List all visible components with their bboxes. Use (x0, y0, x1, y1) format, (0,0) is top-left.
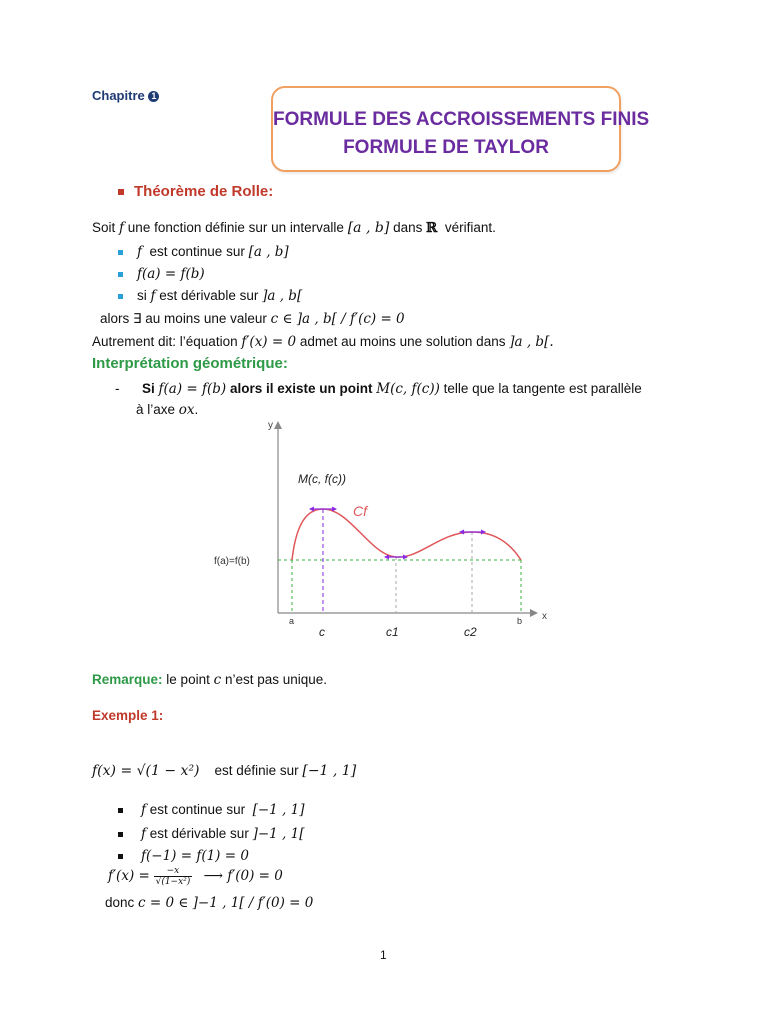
y-axis-label: y (268, 420, 273, 431)
rolle-heading (118, 183, 273, 200)
exemple-definition (92, 763, 356, 779)
intro-prefix: Soit (92, 220, 116, 235)
b1-f: f (141, 802, 146, 818)
b2-text: est dérivable sur (149, 826, 249, 841)
chapter-text: Chapitre (92, 88, 145, 103)
condition-3 (118, 288, 302, 304)
deriv-rhs: ⟶ f′(0) = 0 (203, 868, 283, 885)
autrement-mid: admet au moins une solution dans (299, 334, 506, 349)
remarque-end: n’est pas unique. (224, 672, 328, 687)
line2-math: ox (178, 402, 195, 418)
tangent-c-right-arrow-icon (332, 507, 337, 512)
chapter-number-badge: 1 (148, 91, 159, 102)
intro-dans: dans (393, 220, 423, 235)
intro-suffix: vérifiant. (444, 220, 496, 235)
donc-prefix: donc (105, 895, 135, 910)
b1-text: est continue sur (149, 802, 246, 817)
exemple-bullet-3 (118, 848, 249, 864)
curve-label: Cf (353, 503, 367, 519)
b2-f: f (141, 826, 146, 842)
cond1-f: f (137, 244, 142, 260)
def-math: f(x) = √(1 − x²) (92, 763, 200, 779)
a-label: a (289, 616, 295, 626)
exemple-bullet-2 (118, 826, 305, 842)
c2-label: c2 (464, 625, 477, 639)
intro-interval: [a , b] (347, 220, 390, 236)
interpretation-line-1 (115, 381, 642, 397)
def-interval: [−1 , 1] (302, 763, 357, 779)
c-label: c (319, 625, 325, 639)
line1-math: f(a) = f(b) (158, 381, 227, 397)
cond2-math: f(a) = f(b) (137, 266, 205, 282)
cond3-si: si (137, 288, 147, 303)
square-bullet-icon (118, 294, 123, 299)
deriv-fraction (154, 866, 193, 887)
dash: - (115, 381, 120, 396)
remarque (92, 672, 327, 688)
condition-1 (118, 244, 289, 260)
exemple-bullet-1 (118, 802, 305, 818)
def-text: est définie sur (214, 763, 299, 778)
b2-interval: ]−1 , 1[ (252, 826, 305, 842)
cond3-interval: ]a , b[ (262, 288, 303, 304)
remarque-label: Remarque: (92, 672, 163, 687)
y-axis-arrow-icon (274, 421, 282, 429)
x-axis-label: x (542, 611, 547, 622)
title-line-2: FORMULE DE TAYLOR (343, 137, 549, 158)
line1-end: telle que la tangente est parallèle (443, 381, 642, 396)
line1-mid: alors il existe un point (229, 381, 373, 396)
line1-si: Si (142, 381, 155, 396)
deriv-num: −x (154, 866, 193, 877)
autrement-interval: ]a , b[. (509, 334, 554, 350)
point-label: M(c, f(c)) (298, 472, 346, 486)
interpretation-heading: Interprétation géométrique: (92, 355, 288, 372)
exemple-derivative (108, 866, 283, 887)
line1-point: M(c, f(c)) (376, 381, 440, 397)
deriv-den: √(1−x²) (155, 877, 191, 887)
square-bullet-icon (118, 272, 123, 277)
chapter-label (92, 88, 159, 103)
square-bullet-icon (118, 854, 123, 859)
intro-f: f (119, 220, 125, 236)
exemple-heading: Exemple 1: (92, 708, 164, 723)
b3-math: f(−1) = f(1) = 0 (141, 848, 249, 864)
tangent-c-left-arrow-icon (309, 507, 314, 512)
page-number: 1 (380, 948, 387, 962)
cond3-f: f (150, 288, 156, 304)
title-line-1: FORMULE DES ACCROISSEMENTS FINIS (273, 109, 650, 130)
line2-prefix: à l’axe (136, 402, 176, 417)
cond3-text: est dérivable sur (159, 288, 259, 303)
intro-R: ℝ (426, 220, 438, 236)
conclusion-prefix: alors ∃ au moins une valeur (100, 311, 267, 326)
square-bullet-icon (118, 250, 123, 255)
deriv-lhs: f′(x) = (108, 868, 150, 885)
cond1-text: est continue sur (149, 244, 245, 259)
square-bullet-icon (118, 808, 123, 813)
curve-cf (292, 509, 521, 560)
remarque-prefix: le point (166, 672, 210, 687)
square-bullet-icon (118, 189, 124, 195)
autrement-dit (92, 334, 554, 350)
intro-mid: une fonction définie sur un intervalle (127, 220, 344, 235)
fa-label: f(a)=f(b) (214, 556, 250, 567)
tangent-c1-left-arrow-icon (384, 555, 389, 560)
donc-math: c = 0 ∈ ]−1 , 1[ / f′(0) = 0 (138, 895, 314, 911)
autrement-prefix: Autrement dit: l’équation (92, 334, 238, 349)
interpretation-line-2 (136, 402, 198, 418)
c1-label: c1 (386, 625, 399, 639)
rolle-conclusion (100, 311, 405, 327)
b-label: b (517, 616, 523, 626)
x-axis-arrow-icon (530, 609, 538, 617)
b1-interval: [−1 , 1] (252, 802, 305, 818)
rolle-heading-text: Théorème de Rolle: (134, 183, 274, 200)
conclusion-math: c ∈ ]a , b[ / f′(c) = 0 (270, 311, 405, 327)
cond1-interval: [a , b] (248, 244, 289, 260)
rolle-graph (210, 415, 560, 650)
exemple-donc (105, 895, 313, 911)
remarque-c: c (213, 672, 222, 688)
title-box (271, 86, 650, 172)
square-bullet-icon (118, 832, 123, 837)
rolle-intro (92, 220, 496, 236)
line2-end: . (194, 402, 199, 417)
autrement-math: f′(x) = 0 (241, 334, 297, 350)
condition-2 (118, 266, 205, 282)
